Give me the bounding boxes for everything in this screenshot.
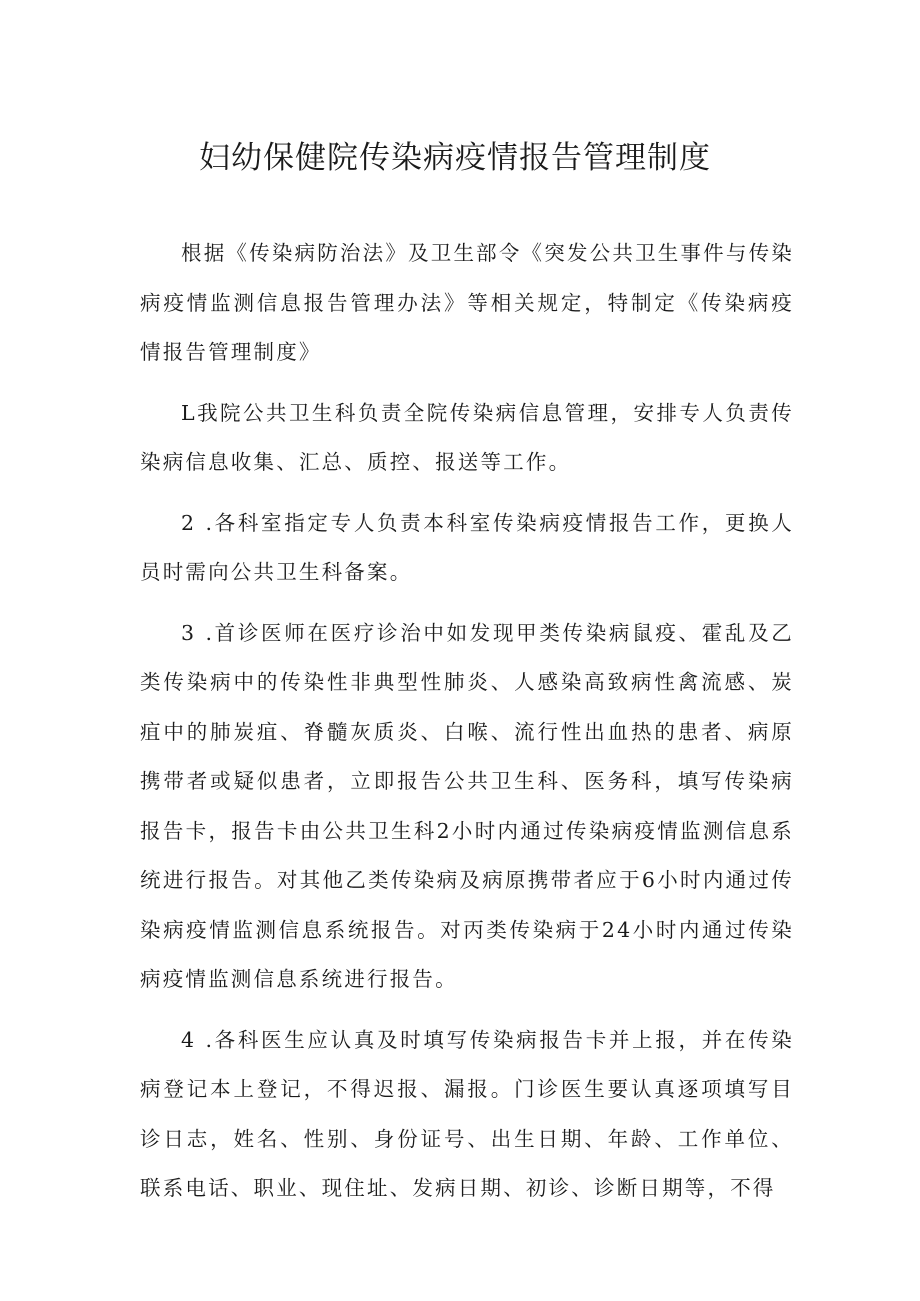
paragraph-item-2: 2 .各科室指定专人负责本科室传染病疫情报告工作，更换人员时需向公共卫生科备案。 (140, 510, 794, 584)
document-title: 妇幼保健院传染病疫情报告管理制度 (199, 140, 711, 176)
paragraph-item-3: 3 .首诊医师在医疗诊治中如发现甲类传染病鼠疫、霍乱及乙类传染病中的传染性非典型性肺炎、人感染高致病性禽流感、炭疽中的肺炭疽、脊髓灰质炎、白喉、流行性出血热的患者、病原携带者或疑似患者，立即报告公共卫生科、医务科，填写传染病报告卡，报告卡由公共卫生科2小时内通过传染病疫情监测信息系统进行报告。对其他乙类传染病及病原携带者应于6小时内通过传染病疫情监测信息系统报告。对丙类传染病于24小时内通过传染病疫情监测信息系统进行报告。 (140, 620, 794, 991)
paragraph-intro: 根据《传染病防治法》及卫生部令《突发公共卫生事件与传染病疫情监测信息报告管理办法》等相关规定，特制定《传染病疫情报告管理制度》 (140, 241, 794, 364)
document-body (140, 229, 794, 1225)
paragraph-item-1: L我院公共卫生科负责全院传染病信息管理，安排专人负责传染病信息收集、汇总、质控、报送等工作。 (140, 400, 794, 474)
paragraph-item-4: 4 .各科医生应认真及时填写传染病报告卡并上报，并在传染病登记本上登记，不得迟报、漏报。门诊医生要认真逐项填写目诊日志，姓名、性别、身份证号、出生日期、年龄、工作单位、联系电话、职业、现住址、发病日期、初诊、诊断日期等，不得 (140, 1027, 794, 1200)
